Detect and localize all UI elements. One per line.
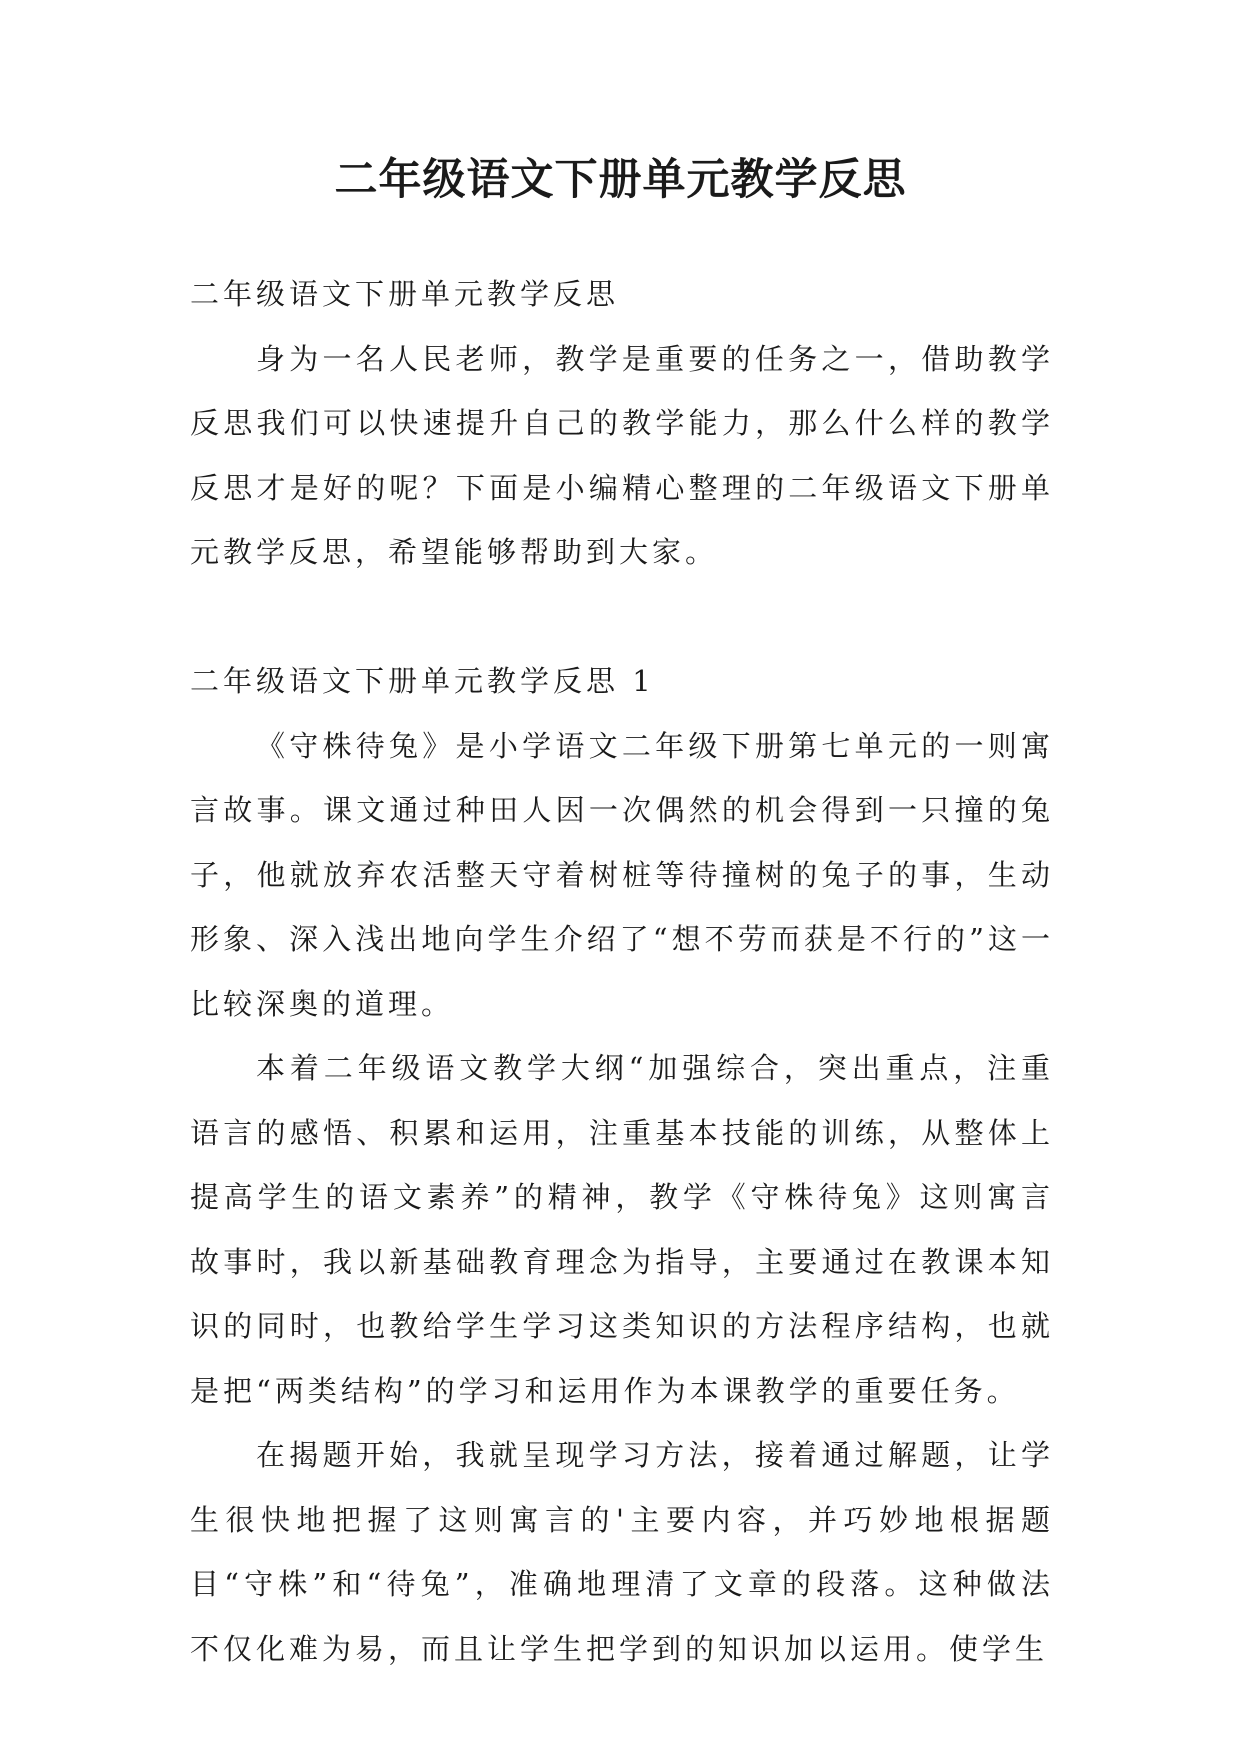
intro-paragraph: 身为一名人民老师，教学是重要的任务之一，借助教学反思我们可以快速提升自己的教学能力，那么什么样的教学反思才是好的呢？下面是小编精心整理的二年级语文下册单元教学反思，希望能够帮助到大家。 bbox=[190, 341, 1054, 569]
body-paragraph: 在揭题开始，我就呈现学习方法，接着通过解题，让学生很快地把握了这则寓言的'主要内容，并巧妙地根据题目“守株”和“待兔”，准确地理清了文章的段落。这种做法不仅化难为易，而且让学生把学到的知识加以运用。使学生 bbox=[190, 1438, 1054, 1666]
document-body bbox=[190, 262, 1054, 1681]
section-spacer bbox=[190, 585, 1054, 650]
body-paragraph: 本着二年级语文教学大纲“加强综合，突出重点，注重语言的感悟、积累和运用，注重基本技能的训练，从整体上提高学生的语文素养”的精神，教学《守株待兔》这则寓言故事时，我以新基础教育理念为指导，主要通过在教课本知识的同时，也教给学生学习这类知识的方法程序结构，也就是把“两类结构”的学习和运用作为本课教学的重要任务。 bbox=[190, 1051, 1054, 1408]
document-title: 二年级语文下册单元教学反思 bbox=[334, 155, 907, 205]
section-heading: 二年级语文下册单元教学反思 1 bbox=[190, 664, 655, 698]
intro-heading: 二年级语文下册单元教学反思 bbox=[190, 277, 620, 311]
body-paragraph: 《守株待兔》是小学语文二年级下册第七单元的一则寓言故事。课文通过种田人因一次偶然的机会得到一只撞的兔子，他就放弃农活整天守着树桩等待撞树的兔子的事，生动形象、深入浅出地向学生介绍了“想不劳而获是不行的”这一比较深奥的道理。 bbox=[190, 728, 1054, 1021]
